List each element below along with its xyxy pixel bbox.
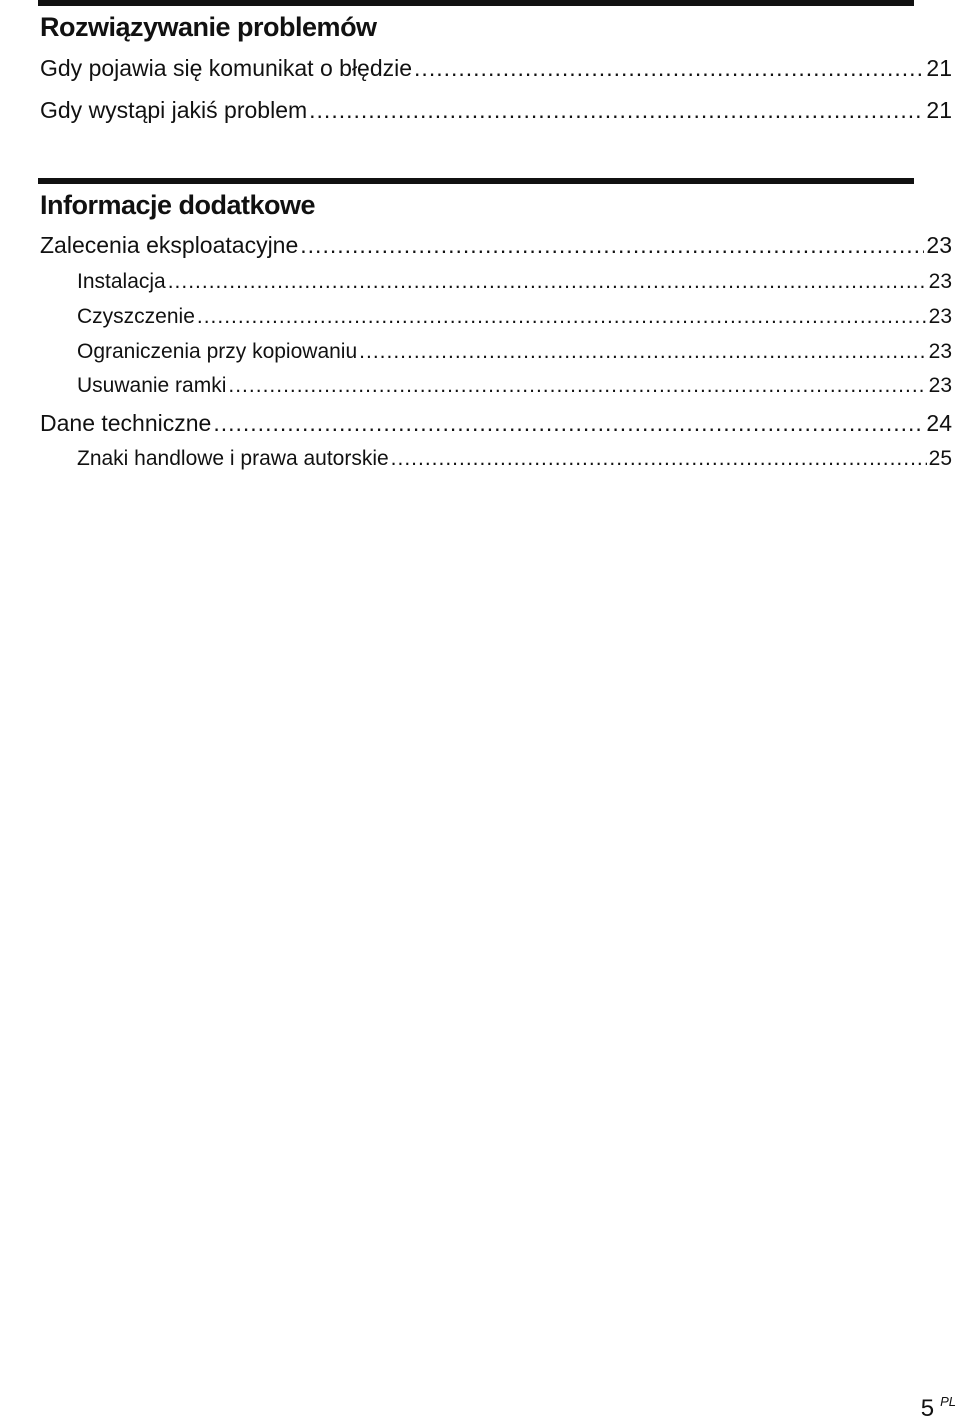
toc-entry[interactable]	[77, 270, 952, 294]
toc-entry[interactable]	[40, 232, 952, 259]
toc-entry-label: Usuwanie ramki	[77, 374, 227, 397]
toc-entry[interactable]	[77, 305, 952, 329]
toc-entry-page: 23	[926, 232, 952, 258]
toc-entry-label: Instalacja	[77, 270, 166, 293]
section-heading: Rozwiązywanie problemów	[40, 12, 377, 42]
page-footer	[921, 1395, 956, 1423]
toc-leader-dots	[228, 374, 926, 398]
toc-entry[interactable]	[40, 55, 952, 82]
toc-entry-label: Gdy pojawia się komunikat o błędzie	[40, 55, 413, 81]
toc-entry[interactable]	[77, 374, 952, 398]
toc-entry-page: 23	[928, 374, 952, 397]
toc-leader-dots	[197, 305, 927, 329]
toc-leader-dots	[414, 55, 924, 82]
toc-leader-dots	[213, 410, 924, 437]
toc-entry-page: 23	[928, 305, 952, 328]
toc-entry-label: Znaki handlowe i prawa autorskie	[77, 447, 389, 470]
toc-entry[interactable]	[40, 97, 952, 124]
toc-leader-dots	[300, 232, 924, 259]
toc-entry-page: 21	[926, 55, 952, 81]
toc-leader-dots	[168, 270, 927, 294]
toc-entry[interactable]	[40, 410, 952, 437]
toc-entry-label: Zalecenia eksploatacyjne	[40, 232, 299, 258]
toc-entry-page: 21	[926, 97, 952, 123]
toc-entry-label: Czyszczenie	[77, 305, 195, 328]
toc-leader-dots	[391, 447, 927, 471]
toc-entry[interactable]	[77, 447, 952, 471]
section-rule	[38, 178, 914, 184]
toc-section-troubleshooting	[38, 0, 914, 43]
toc-entry-label: Gdy wystąpi jakiś problem	[40, 97, 308, 123]
toc-entry-label: Ograniczenia przy kopiowaniu	[77, 340, 358, 363]
toc-entry-page: 23	[928, 340, 952, 363]
toc-entry-label: Dane techniczne	[40, 410, 212, 436]
section-heading: Informacje dodatkowe	[40, 190, 316, 220]
section-rule	[38, 0, 914, 6]
toc-entry-page: 25	[928, 447, 952, 470]
toc-entry-page: 23	[928, 270, 952, 293]
toc-leader-dots	[309, 97, 924, 124]
toc-leader-dots	[359, 340, 926, 364]
toc-entry-page: 24	[926, 410, 952, 436]
page-number: 5	[920, 1395, 935, 1422]
language-code: PL	[940, 1394, 956, 1409]
toc-section-additional-info	[38, 178, 914, 221]
toc-entry[interactable]	[77, 340, 952, 364]
